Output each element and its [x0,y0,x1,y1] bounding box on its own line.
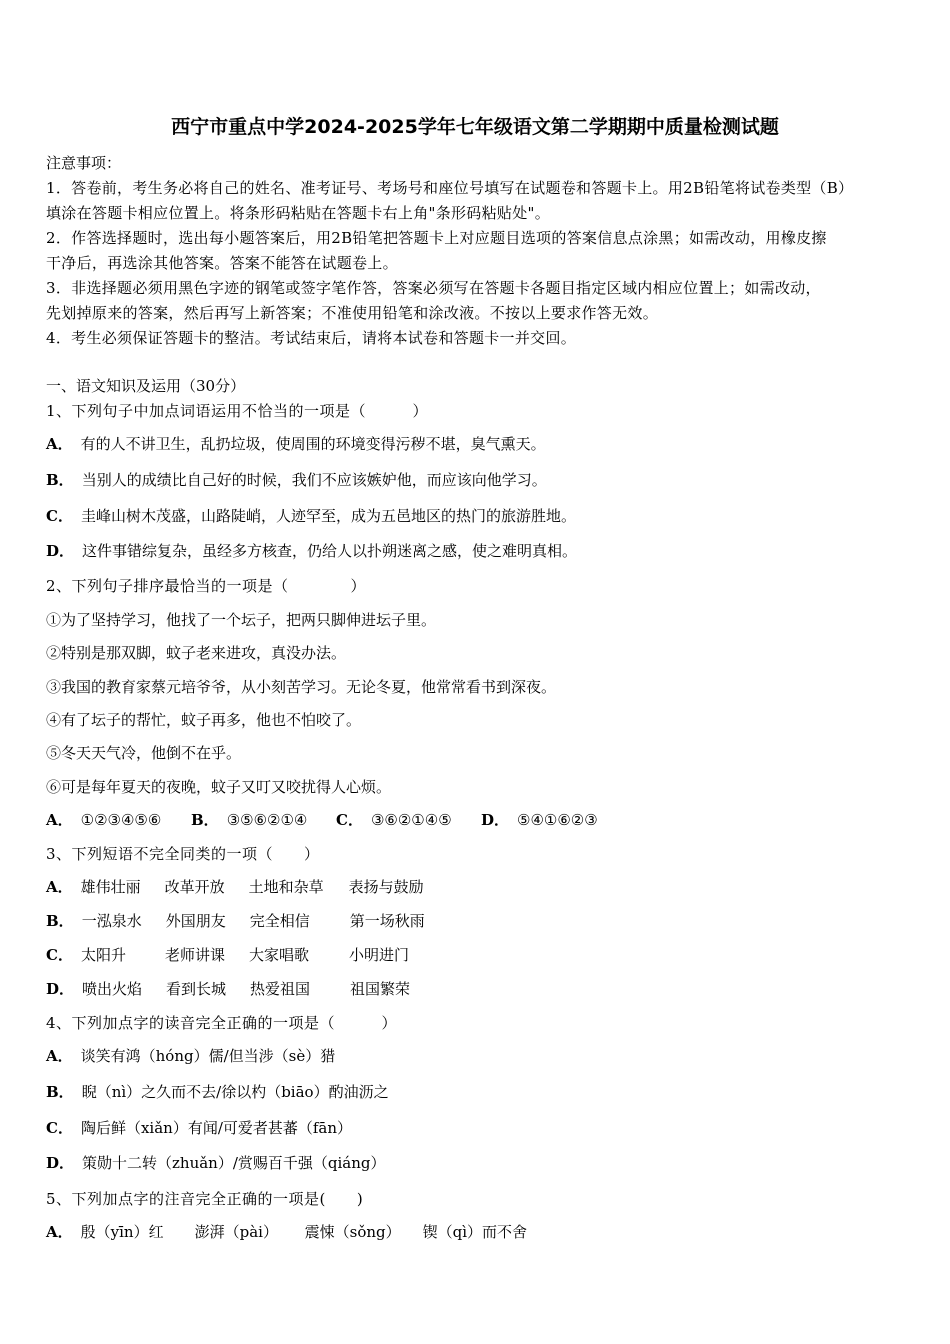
question-1-stem: 1、下列句子中加点词语运用不恰当的一项是（ ） [46,402,429,420]
question-5-stem: 5、下列加点字的注音完全正确的一项是( ) [46,1190,364,1208]
option-text: 睨（nì）之久而不去/徐以杓（biāo）酌油沥之 [81,1083,389,1101]
option-cell: 完全相信 [249,912,310,930]
q1-option-a [46,434,546,454]
option-letter: C． [336,811,363,829]
q3-option-b [46,911,425,931]
option-text: ①②③④⑤⑥ [80,811,162,829]
q4-option-b [46,1082,389,1102]
option-text: 有的人不讲卫生，乱扔垃圾，使周围的环境变得污秽不堪，臭气熏天。 [80,435,546,453]
q3-option-d [46,979,410,999]
option-letter: A． [46,1223,73,1241]
option-cell: 大家唱歌 [248,946,309,964]
option-letter: C． [46,507,73,525]
q2-option-b [191,810,336,830]
option-cell: 老师讲课 [164,946,225,964]
option-cell: 第一场秋雨 [349,912,425,930]
option-text: 谈笑有鸿（hóng）儒/但当涉（sè）猎 [80,1047,336,1065]
q2-option-d [481,810,598,830]
option-letter: A． [46,435,73,453]
option-text: ③⑥②①④⑤ [370,811,452,829]
option-letter: D． [46,980,75,998]
option-letter: C． [46,1119,73,1137]
q2-sentence: ⑤冬天天气冷，他倒不在乎。 [46,744,242,762]
question-4-stem: 4、下列加点字的读音完全正确的一项是（ ） [46,1014,398,1032]
option-letter: B． [191,811,219,829]
option-letter: B． [46,1083,74,1101]
notice-line: 填涂在答题卡相应位置上。将条形码粘贴在答题卡右上角"条形码粘贴处"。 [46,204,551,222]
option-text: 圭峰山树木茂盛，山路陡峭，人迹罕至，成为五邑地区的热门的旅游胜地。 [80,507,576,525]
q2-sentence: ①为了坚持学习，他找了一个坛子，把两只脚伸进坛子里。 [46,611,437,629]
q2-sentence: ④有了坛子的帮忙，蚊子再多，他也不怕咬了。 [46,711,362,729]
option-cell: 改革开放 [164,878,225,896]
q1-option-b [46,470,547,490]
option-letter: B． [46,471,74,489]
q1-option-d [46,541,577,561]
option-cell: 澎湃（pài） [194,1223,278,1241]
option-letter: A． [46,1047,73,1065]
q4-option-d [46,1153,386,1173]
notice-line: 先划掉原来的答案，然后再写上新答案；不准使用铅笔和涂改液。不按以上要求作答无效。 [46,304,659,322]
option-letter: B． [46,912,74,930]
option-cell: 一泓泉水 [81,912,142,930]
notice-line: 3．非选择题必须用黑色字迹的钢笔或签字笔作答，答案必须写在答题卡各题目指定区域内相应位置上；如需改动， [46,279,821,297]
notice-line: 干净后，再选涂其他答案。答案不能答在试题卷上。 [46,254,398,272]
option-letter: D． [46,542,75,560]
page-title: 西宁市重点中学2024-2025学年七年级语文第二学期期中质量检测试题 [171,116,779,138]
notice-line: 4．考生必须保证答题卡的整洁。考试结束后，请将本试卷和答题卡一并交回。 [46,329,577,347]
option-cell: 土地和杂草 [248,878,324,896]
notice-line: 1．答卷前，考生务必将自己的姓名、准考证号、考场号和座位号填写在试题卷和答题卡上。用2B铅笔将试卷类型（B） [46,179,854,197]
option-letter: D． [481,811,510,829]
option-cell: 热爱祖国 [250,980,311,998]
option-cell: 祖国繁荣 [350,980,411,998]
option-letter: A． [46,878,73,896]
option-text: 策勋十二转（zhuǎn）/赏赐百千强（qiáng） [82,1154,386,1172]
question-2-stem: 2、下列句子排序最恰当的一项是（ ） [46,577,367,595]
notice-heading: 注意事项： [46,154,122,172]
option-text: ③⑤⑥②①④ [226,811,308,829]
q2-option-a [46,810,191,830]
option-text: 这件事错综复杂，虽经多方核查，仍给人以扑朔迷离之感，使之难明真相。 [82,542,578,560]
q5-option-a [46,1222,527,1242]
option-cell: 外国朋友 [165,912,226,930]
q2-sentence: ③我国的教育家蔡元培爷爷，从小刻苦学习。无论冬夏，他常常看书到深夜。 [46,678,557,696]
option-letter: D． [46,1154,75,1172]
option-cell: 看到长城 [166,980,227,998]
option-cell: 喷出火焰 [82,980,143,998]
q2-options [46,810,598,830]
option-text: 当别人的成绩比自己好的时候，我们不应该嫉妒他，而应该向他学习。 [81,471,547,489]
q2-option-c [336,810,481,830]
question-3-stem: 3、下列短语不完全同类的一项（ ） [46,845,320,863]
q4-option-a [46,1046,335,1066]
option-cell: 殷（yīn）红 [80,1223,164,1241]
option-cell: 表扬与鼓励 [348,878,424,896]
option-cell: 锲（qì）而不舍 [422,1223,528,1241]
q1-option-c [46,506,576,526]
option-cell: 雄伟壮丽 [80,878,141,896]
option-cell: 太阳升 [80,946,126,964]
q2-sentence: ②特别是那双脚，蚊子老来进攻，真没办法。 [46,644,347,662]
option-text: ⑤④①⑥②③ [517,811,598,829]
notice-line: 2．作答选择题时，选出每小题答案后，用2B铅笔把答题卡上对应题目选项的答案信息点涂黑；如需改动，用橡皮擦 [46,229,827,247]
q4-option-c [46,1118,352,1138]
option-cell: 小明进门 [348,946,409,964]
option-cell: 震悚（sǒng） [304,1223,401,1241]
option-text: 陶后鲜（xiǎn）有闻/可爱者甚蕃（fān） [80,1119,353,1137]
option-letter: C． [46,946,73,964]
q3-option-a [46,877,424,897]
q2-sentence: ⑥可是每年夏天的夜晚，蚊子又叮又咬扰得人心烦。 [46,778,392,796]
q3-option-c [46,945,409,965]
section-heading: 一、语文知识及运用（30分） [46,377,246,395]
option-letter: A． [46,811,73,829]
